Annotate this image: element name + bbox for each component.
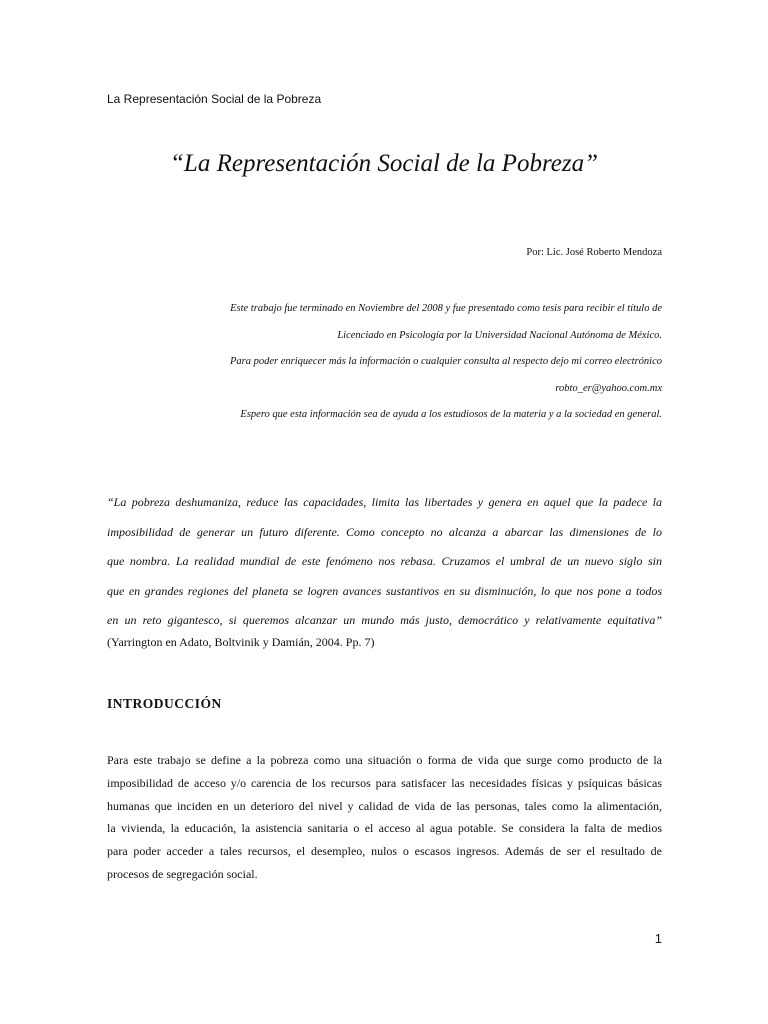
note-line: Licenciado en Psicología por la Universidad Nacional Autónoma de México.	[337, 329, 662, 341]
paragraph-line: imposibilidad de acceso y/o carencia de los recursos para satisfacer las necesidades físicas y psíquicas básicas	[107, 775, 662, 790]
quote-citation: (Yarrington en Adato, Boltvinik y Damián, 2004. Pp. 7)	[107, 635, 375, 649]
quote-line: “La pobreza deshumaniza, reduce las capacidades, limita las libertades y genera en aquel que la padece la	[107, 495, 662, 509]
intro-paragraph	[107, 749, 662, 886]
paragraph-line: la vivienda, la educación, la asistencia sanitaria o el acceso al agua potable. Se considera la falta de medios	[107, 821, 662, 836]
quote-line: que en grandes regiones del planeta se logren avances sustantivos en su disminución, lo que nos pone a todos	[107, 583, 662, 598]
paragraph-line: para poder acceder a tales recursos, el desempleo, nulos o escasos ingresos. Además de ser el resultado de	[107, 844, 662, 859]
quote-line: imposibilidad de generar un futuro diferente. Como concepto no alcanza a abarcar las dimensiones de lo	[107, 524, 662, 539]
paragraph-line: Para este trabajo se define a la pobreza como una situación o forma de vida que surge como producto de la	[107, 753, 662, 767]
epigraph-quote	[107, 488, 662, 636]
note-line: Espero que esta información sea de ayuda a los estudiosos de la materia y a la sociedad en general.	[240, 409, 662, 420]
paragraph-line: procesos de segregación social.	[107, 866, 258, 881]
author-line: Por: Lic. José Roberto Mendoza	[526, 247, 662, 258]
quote-line: que nombra. La realidad mundial de este fenómeno nos rebasa. Cruzamos el umbral de un nuevo siglo sin	[107, 554, 662, 568]
author-note	[142, 296, 662, 429]
paragraph-line: humanas que inciden en un deterioro del nivel y calidad de vida de las personas, tales como la alimentación,	[107, 798, 662, 813]
note-line: Para poder enriquecer más la información o cualquier consulta al respecto dejo mi correo electrónico	[230, 356, 662, 367]
note-email: robto_er@yahoo.com.mx	[555, 382, 662, 394]
page-number: 1	[654, 931, 662, 946]
section-heading: INTRODUCCIÓN	[107, 696, 222, 711]
running-header: La Representación Social de la Pobreza	[107, 92, 322, 106]
note-line: Este trabajo fue terminado en Noviembre del 2008 y fue presentado como tesis para recibir el título de	[230, 303, 662, 314]
document-title: “La Representación Social de la Pobreza”	[170, 150, 598, 177]
quote-line: en un reto gigantesco, si queremos alcanzar un mundo más justo, democrático y relativamente equitativa”	[107, 613, 662, 627]
